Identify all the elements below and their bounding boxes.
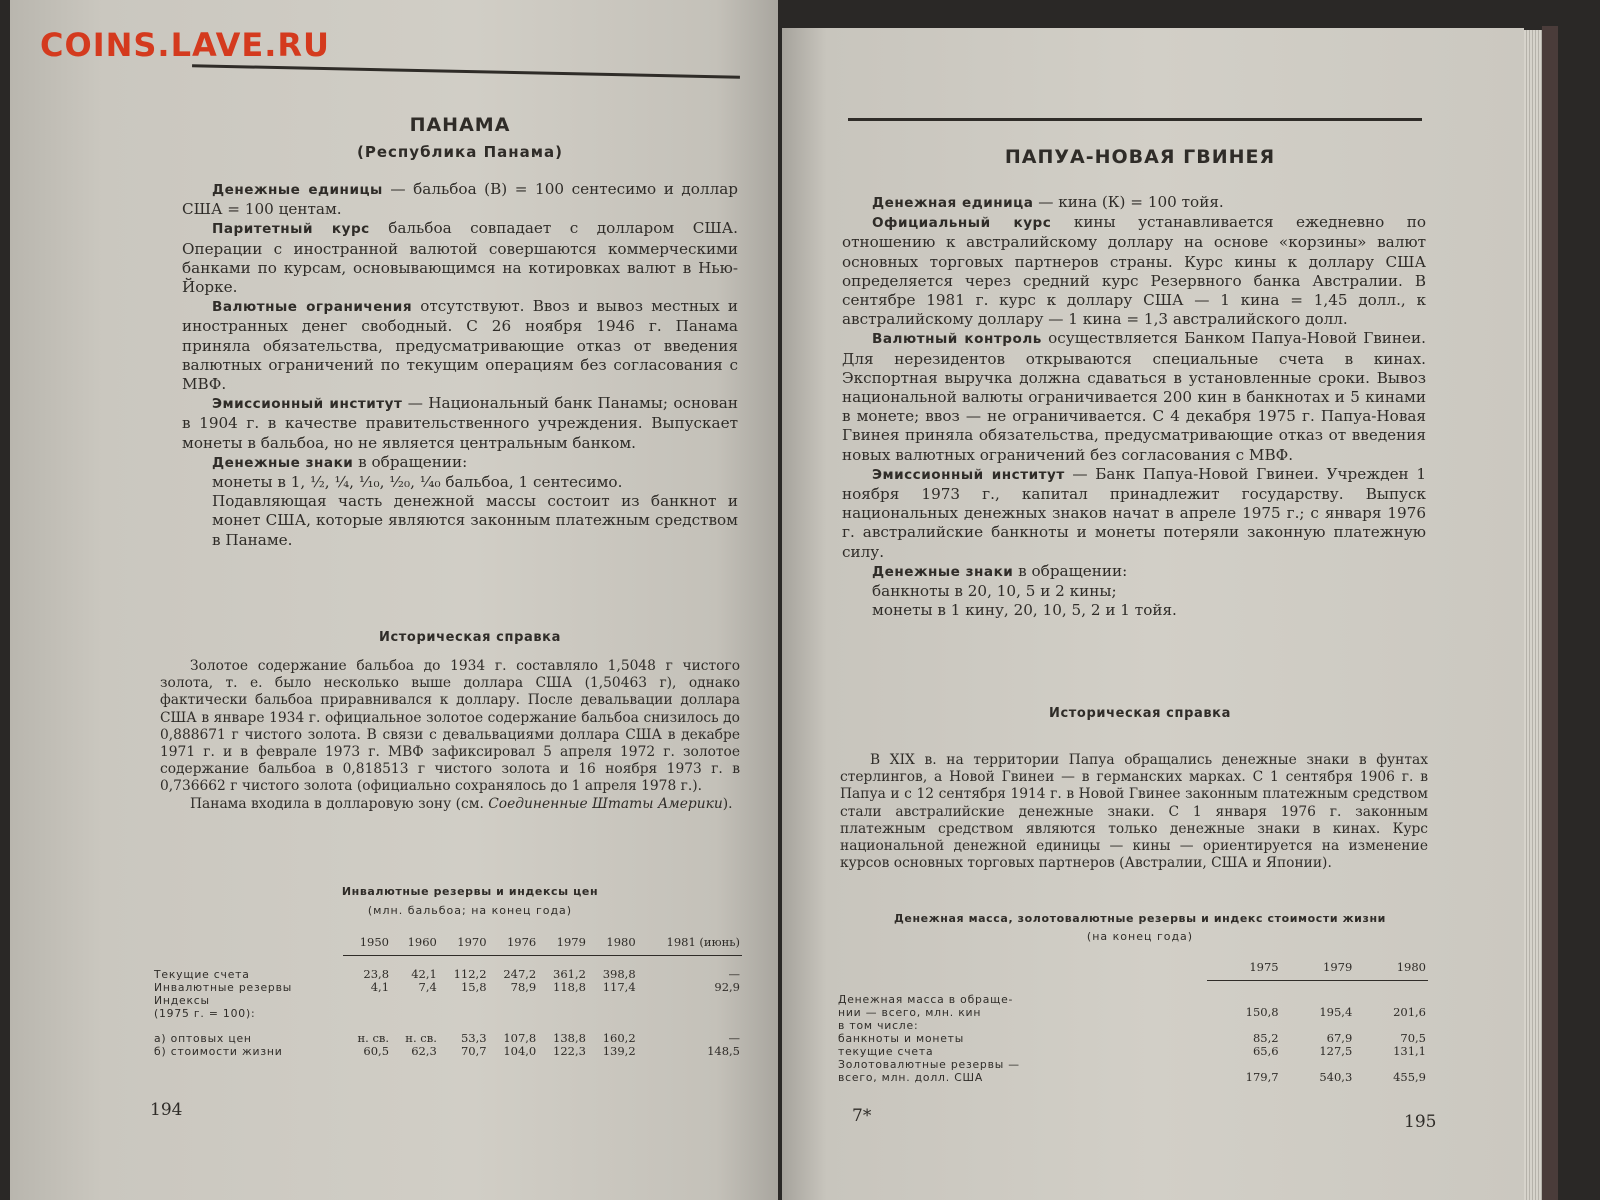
- table-cell: 118,8: [553, 980, 586, 994]
- table-row: [836, 1045, 1428, 1058]
- table-header-cell: 1980: [1354, 960, 1428, 981]
- table-cell: 139,2: [602, 1044, 636, 1058]
- table-cell: [1281, 1058, 1355, 1071]
- paragraph-lead: Валютный контроль: [872, 331, 1042, 348]
- body-paragraph: [842, 329, 1426, 464]
- table-row: [836, 1006, 1428, 1019]
- history-paragraph: [160, 796, 740, 813]
- body-paragraph: [842, 582, 1426, 601]
- table-header-cell: 1979: [538, 935, 588, 956]
- left-table-title: Инвалютные резервы и индексы цен: [341, 885, 599, 898]
- table-row: [836, 1019, 1428, 1032]
- paragraph-text: Подавляющая часть денежной массы состоит из банкнот и монет США, которые являются законным платежным средством в Панаме.: [212, 492, 738, 549]
- paragraph-text: кины устанавливается ежедневно по отношению к австралийскому доллару на основе «корзины» валют основных торговых партнеров страны. Курс кины к доллару США определяется через средний курс Резервного банка Австралии. В сентябре 1981 г. курс к доллару США — 1 кина = 1,45 долл., к австралийскому доллару — 1 кина = 1,3 австралийского долл.: [842, 213, 1427, 329]
- table-cell: 247,2: [503, 967, 537, 981]
- signature-mark: 7*: [852, 1106, 872, 1126]
- table-cell: [1354, 981, 1428, 1006]
- table-row: [152, 981, 742, 994]
- table-cell: 195,4: [1319, 1004, 1353, 1019]
- body-paragraph: [842, 562, 1426, 582]
- paragraph-text: бальбоа совпадает с долларом США. Операции с иностранной валютой совершаются коммерческими банками по курсам, основывающимся на котировках валют в Нью-Йорке.: [182, 219, 738, 297]
- paragraph-text: монеты в 1, ½, ¼, ¹⁄₁₀, ¹⁄₂₀, ¹⁄₄₀ бальбоа, 1 сентесимо.: [212, 473, 623, 492]
- table-row: [836, 981, 1428, 1006]
- table-header-cell: 1950: [343, 935, 391, 956]
- paragraph-lead: Валютные ограничения: [212, 299, 413, 316]
- book-cover: [1542, 26, 1558, 1200]
- table-header-cell: 1980: [588, 935, 638, 956]
- table-cell: [439, 994, 489, 1007]
- paragraph-text: — бальбоа (В) = 100 сентесимо и доллар США = 100 центам.: [182, 180, 738, 219]
- paragraph-lead: Эмиссионный институт: [212, 396, 403, 413]
- table-row: [152, 1020, 742, 1045]
- table-cell: [1281, 1019, 1355, 1032]
- table-cell: 160,2: [602, 1031, 636, 1045]
- table-cell: [1354, 1019, 1428, 1032]
- row-label: Инвалютные резервы: [154, 981, 293, 994]
- table-cell: [1354, 1058, 1428, 1071]
- history-text: Панама входила в долларовую зону (см.: [190, 795, 489, 812]
- table-header-cell: 1975: [1207, 960, 1281, 981]
- table-cell: 179,7: [1245, 1069, 1279, 1084]
- row-label: Текущие счета: [154, 967, 250, 981]
- table-cell: 398,8: [602, 967, 636, 981]
- right-page-title: ПАПУА-НОВАЯ ГВИНЕЯ: [1004, 146, 1276, 168]
- table-cell: [638, 994, 742, 1007]
- body-paragraph: [842, 193, 1426, 213]
- row-label: банкноты и монеты: [838, 1031, 965, 1045]
- table-cell: 60,5: [363, 1044, 390, 1058]
- table-header-cell: 1979: [1281, 960, 1355, 981]
- paragraph-text: — Национальный банк Панамы; основан в 1904 г. в качестве правительственного учреждения. Выпускает монеты в бальбоа, но не является центральным банком.: [182, 394, 738, 452]
- right-table-subtitle: (на конец года): [1086, 930, 1194, 943]
- left-page-number: 194: [150, 1100, 183, 1120]
- row-label: нии — всего, млн. кин: [838, 1005, 982, 1019]
- table-cell: —: [728, 1031, 740, 1045]
- body-paragraph: [182, 473, 738, 492]
- table-cell: 65,6: [1252, 1043, 1279, 1058]
- table-cell: 201,6: [1393, 1004, 1426, 1019]
- paragraph-lead: Эмиссионный институт: [872, 466, 1065, 483]
- table-header-cell: [836, 960, 1207, 981]
- table-header-cell: 1976: [489, 935, 539, 956]
- table-cell: 138,8: [553, 1031, 586, 1045]
- body-paragraph: [182, 219, 738, 297]
- table-cell: [1207, 981, 1281, 1006]
- cross-reference: Соединенные Штаты Америки: [488, 795, 723, 812]
- table-cell: [343, 1007, 391, 1020]
- table-cell: 53,3: [460, 1031, 487, 1045]
- paragraph-text: осуществляется Банком Папуа-Новой Гвинеи. Для нерезидентов открываются специальные счета в кинах. Экспортная выручка должна сдаваться в установленные сроки. Вывоз национальной валюты ограничивается 200 кин в банкнотах и 5 кинами в монете; ввоз — не ограничивается. С 4 декабря 1975 г. Папуа-Новая Гвинея приняла обязательства, предусматривающие отказ от введения новых валютных ограничений без согласования с МВФ.: [842, 329, 1426, 464]
- table-cell: [1207, 1058, 1281, 1071]
- table-cell: 23,8: [363, 967, 390, 981]
- table-header-cell: 1960: [391, 935, 439, 956]
- history-paragraph: Золотое содержание бальбоа до 1934 г. составляло 1,5048 г чистого золота, т. е. было несколько выше доллара США (1,50463 г), однако фактически бальбоа приравнивался к доллару. После девальвации доллара США в январе 1934 г. официальное золотое содержание бальбоа снизилось до 0,888671 г чистого золота. В связи с девальвациями доллара США в декабре 1971 г. и в феврале 1973 г. МВФ зафиксировал 5 апреля 1972 г. золотое содержание бальбоа в 0,818513 г чистого золота и 16 ноября 1973 г. в 0,736662 г чистого золота (официально сохранялось до 1 апреля 1978 г.).: [160, 658, 740, 795]
- table-header-cell: 1970: [439, 935, 489, 956]
- table-cell: [638, 1007, 742, 1020]
- table-cell: [489, 1007, 539, 1020]
- left-page-title: ПАНАМА: [409, 114, 511, 136]
- paragraph-text: монеты в 1 кину, 20, 10, 5, 2 и 1 тойя.: [872, 601, 1177, 620]
- paragraph-lead: Денежные единицы: [212, 182, 383, 198]
- row-label: Индексы: [154, 994, 210, 1007]
- paragraph-lead: Денежные знаки: [212, 454, 354, 471]
- table-cell: 131,1: [1393, 1043, 1426, 1058]
- paragraph-lead: Официальный курс: [872, 215, 1052, 232]
- table-cell: 70,5: [1400, 1030, 1426, 1045]
- body-paragraph: [182, 492, 738, 550]
- right-body-text: [842, 193, 1426, 620]
- table-cell: 455,9: [1393, 1069, 1426, 1084]
- left-data-table: [152, 935, 742, 1058]
- paragraph-text: банкноты в 20, 10, 5 и 2 кины;: [872, 582, 1117, 601]
- body-paragraph: [182, 394, 738, 453]
- table-cell: [489, 994, 539, 1007]
- paragraph-text: отсутствуют. Ввоз и вывоз местных и иностранных денег свободный. С 26 ноября 1946 г. Панама приняла обязательства, предусматривающие отказ от введения валютных ограничений по текущим операциям без согласования с МВФ.: [182, 297, 738, 394]
- left-page-subtitle: (Республика Панама): [357, 143, 563, 161]
- table-cell: 78,9: [510, 980, 537, 994]
- row-label: б) стоимости жизни: [154, 1045, 283, 1058]
- history-text-tail: ).: [722, 795, 733, 812]
- paragraph-text: в обращении:: [1013, 561, 1128, 580]
- left-history-heading: Историческая справка: [379, 630, 561, 645]
- body-paragraph: [842, 601, 1426, 620]
- table-cell: 4,1: [370, 980, 390, 994]
- table-row: [152, 956, 742, 982]
- row-label: всего, млн. долл. США: [838, 1070, 984, 1084]
- right-top-rule: [848, 118, 1422, 121]
- table-cell: 7,4: [418, 980, 437, 994]
- paragraph-lead: Денежная единица: [872, 195, 1034, 211]
- page-edges: [1524, 30, 1542, 1200]
- table-cell: [343, 994, 391, 1007]
- row-label: а) оптовых цен: [154, 1032, 252, 1045]
- table-cell: 361,2: [553, 967, 586, 981]
- table-header-row: [152, 935, 742, 956]
- paragraph-text: — кина (К) = 100 тойя.: [1033, 193, 1224, 211]
- table-cell: 92,9: [714, 980, 740, 994]
- watermark: COINS.LAVE.RU: [40, 26, 330, 64]
- table-header-row: [836, 960, 1428, 981]
- row-label: (1975 г. = 100):: [154, 1007, 256, 1020]
- row-label: Золотовалютные резервы —: [838, 1057, 1020, 1071]
- table-cell: 107,8: [503, 1031, 537, 1045]
- left-history-text: [160, 658, 740, 813]
- table-cell: 112,2: [453, 967, 487, 981]
- table-cell: н. св.: [357, 1031, 390, 1045]
- table-cell: 148,5: [707, 1044, 740, 1058]
- right-history-text: [840, 752, 1428, 872]
- table-cell: 540,3: [1319, 1069, 1353, 1084]
- left-body-text: [182, 180, 738, 550]
- table-row: [836, 1032, 1428, 1045]
- table-cell: 150,8: [1245, 1004, 1279, 1019]
- table-row: [836, 1058, 1428, 1071]
- left-table-subtitle: (млн. бальбоа; на конец года): [367, 904, 573, 917]
- row-label: Денежная масса в обраще-: [838, 992, 1014, 1006]
- row-label: в том числе:: [838, 1018, 919, 1032]
- table-cell: 15,8: [460, 980, 487, 994]
- paragraph-lead: Денежные знаки: [872, 563, 1014, 580]
- table-cell: [538, 1007, 588, 1020]
- table-row: [152, 1007, 742, 1020]
- table-row: [152, 994, 742, 1007]
- table-cell: н. св.: [405, 1031, 437, 1045]
- table-row: [152, 1045, 742, 1058]
- body-paragraph: [842, 213, 1426, 329]
- body-paragraph: [182, 453, 738, 473]
- body-paragraph: [842, 465, 1426, 562]
- history-paragraph: В XIX в. на территории Папуа обращались денежные знаки в фунтах стерлингов, а Новой Гвинеи — в германских марках. С 1 сентября 1906 г. в Папуа и с 12 сентября 1914 г. в Новой Гвинее законным платежным средством стали австралийские денежные знаки. С 1 января 1976 г. законным платежным средством являются только денежные знаки в кинах. Курс национальной денежной единицы — кины — ориентируется на изменение курсов основных торговых партнеров (Австралии, США и Японии).: [840, 752, 1428, 872]
- table-cell: 117,4: [602, 980, 636, 994]
- right-page-number: 195: [1404, 1112, 1437, 1132]
- row-label: текущие счета: [838, 1044, 934, 1058]
- table-cell: 122,3: [553, 1044, 586, 1058]
- table-cell: —: [728, 967, 740, 981]
- table-cell: 70,7: [460, 1044, 487, 1058]
- table-cell: [588, 994, 638, 1007]
- table-cell: [538, 994, 588, 1007]
- table-row: [836, 1071, 1428, 1084]
- table-cell: 85,2: [1252, 1030, 1279, 1045]
- table-cell: 42,1: [411, 967, 437, 981]
- right-data-table: [836, 960, 1428, 1084]
- table-cell: [439, 1007, 489, 1020]
- table-cell: 104,0: [503, 1044, 537, 1058]
- paragraph-text: — Банк Папуа-Новой Гвинеи. Учрежден 1 ноября 1973 г., капитал принадлежит государству. Выпуск национальных денежных знаков начат в апреле 1975 г.; с января 1976 г. австралийские банкноты и монеты потеряли законную платежную силу.: [842, 464, 1426, 561]
- table-cell: [391, 1007, 439, 1020]
- table-cell: [1281, 981, 1355, 1006]
- table-cell: [588, 1007, 638, 1020]
- table-cell: 127,5: [1319, 1043, 1353, 1058]
- body-paragraph: [182, 297, 738, 394]
- right-history-heading: Историческая справка: [1049, 706, 1231, 721]
- paragraph-lead: Паритетный курс: [212, 221, 370, 238]
- table-cell: 62,3: [411, 1044, 437, 1058]
- body-paragraph: [182, 180, 738, 219]
- right-table-title: Денежная масса, золотовалютные резервы и индекс стоимости жизни: [893, 912, 1386, 925]
- table-header-cell: [152, 935, 343, 956]
- table-cell: [1207, 1019, 1281, 1032]
- table-header-cell: 1981 (июнь): [638, 935, 742, 956]
- paragraph-text: в обращении:: [353, 452, 468, 471]
- table-cell: 67,9: [1326, 1030, 1353, 1045]
- table-cell: [391, 994, 439, 1007]
